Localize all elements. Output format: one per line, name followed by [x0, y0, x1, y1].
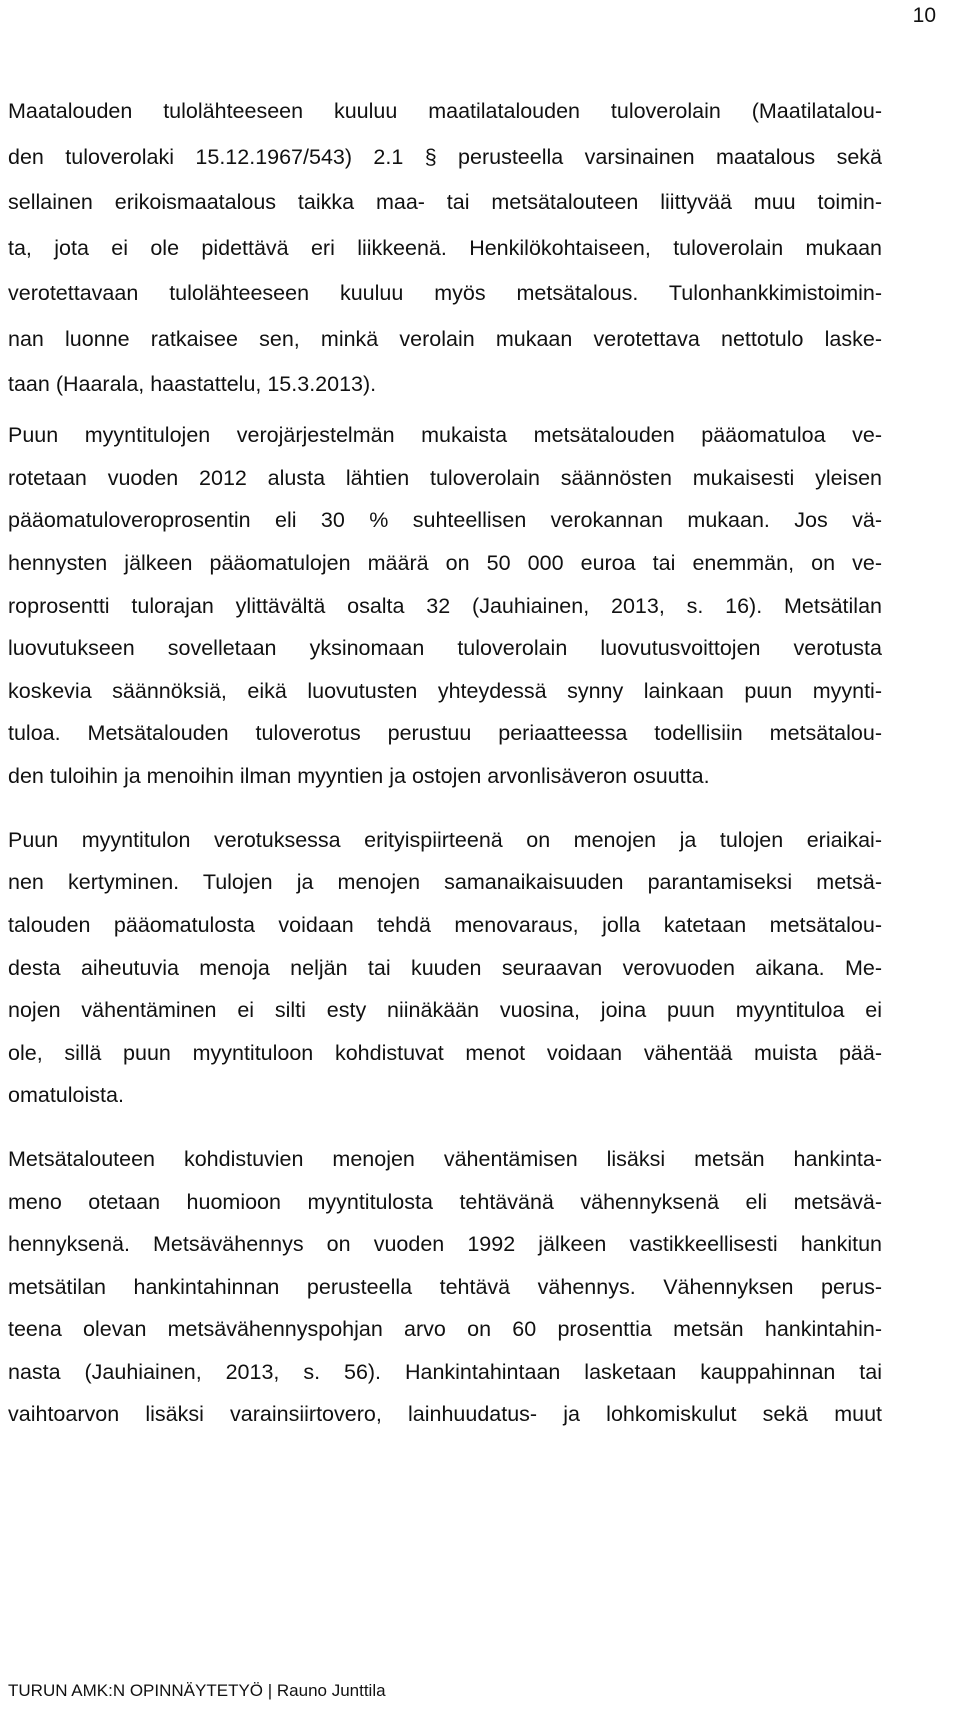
text-line: talouden pääomatulosta voidaan tehdä menovaraus, jolla katetaan metsätalou- — [8, 913, 882, 937]
text-line: omatuloista. — [8, 1083, 124, 1107]
text-line: metsätilan hankintahinnan perusteella tehtävä vähennys. Vähennyksen perus- — [8, 1275, 882, 1299]
text-line: Puun myyntitulon verotuksessa erityispiirteenä on menojen ja tulojen eriaikai- — [8, 828, 882, 852]
text-line: Maatalouden tulolähteeseen kuuluu maatilatalouden tuloverolain (Maatilatalou- — [8, 99, 882, 123]
text-line: vaihtoarvon lisäksi varainsiirtovero, lainhuudatus- ja lohkomiskulut sekä muut — [8, 1402, 882, 1426]
text-line: pääomatuloveroprosentin eli 30 % suhteellisen verokannan mukaan. Jos vä- — [8, 508, 882, 532]
text-line: den tuloverolaki 15.12.1967/543) 2.1 § perusteella varsinainen maatalous sekä — [8, 145, 882, 169]
text-line: ole, sillä puun myyntituloon kohdistuvat menot voidaan vähentää muista pää- — [8, 1041, 882, 1065]
text-line: koskevia säännöksiä, eikä luovutusten yhteydessä synny lainkaan puun myynti- — [8, 679, 882, 703]
text-line: sellainen erikoismaatalous taikka maa- tai metsätalouteen liittyvää muu toimin- — [8, 190, 882, 214]
text-line: hennyksenä. Metsävähennys on vuoden 1992 jälkeen vastikkeellisesti hankitun — [8, 1232, 882, 1256]
text-line: desta aiheutuvia menoja neljän tai kuuden seuraavan verovuoden aikana. Me- — [8, 956, 882, 980]
text-line: luovutukseen sovelletaan yksinomaan tuloverolain luovutusvoittojen verotusta — [8, 636, 882, 660]
text-line: nasta (Jauhiainen, 2013, s. 56). Hankintahintaan lasketaan kauppahinnan tai — [8, 1360, 882, 1384]
text-line: den tuloihin ja menoihin ilman myyntien ja ostojen arvonlisäveron osuutta. — [8, 764, 710, 788]
text-line: nan luonne ratkaisee sen, minkä verolain mukaan verotettava nettotulo laske- — [8, 327, 882, 351]
text-line: hennysten jälkeen pääomatulojen määrä on 50 000 euroa tai enemmän, on ve- — [8, 551, 882, 575]
text-line: roprosentti tulorajan ylittävältä osalta 32 (Jauhiainen, 2013, s. 16). Metsätilan — [8, 594, 882, 618]
text-line: taan (Haarala, haastattelu, 15.3.2013). — [8, 372, 377, 396]
text-line: Metsätalouteen kohdistuvien menojen vähentämisen lisäksi metsän hankinta- — [8, 1147, 882, 1171]
text-line: meno otetaan huomioon myyntitulosta tehtävänä vähennyksenä eli metsävä- — [8, 1190, 882, 1214]
text-line: teena olevan metsävähennyspohjan arvo on 60 prosenttia metsän hankintahin- — [8, 1317, 882, 1341]
page-footer: TURUN AMK:N OPINNÄYTETYÖ | Rauno Junttila — [8, 1681, 386, 1700]
page-number: 10 — [912, 4, 936, 27]
text-line: Puun myyntitulojen verojärjestelmän mukaista metsätalouden pääomatuloa ve- — [8, 423, 882, 447]
text-line: ta, jota ei ole pidettävä eri liikkeenä. Henkilökohtaiseen, tuloverolain mukaan — [8, 236, 882, 260]
text-line: nojen vähentäminen ei silti esty niinäkään vuosina, joina puun myyntituloa ei — [8, 998, 882, 1022]
text-line: rotetaan vuoden 2012 alusta lähtien tuloverolain säännösten mukaisesti yleisen — [8, 466, 882, 490]
text-line: tuloa. Metsätalouden tuloverotus perustuu periaatteessa todellisiin metsätalou- — [8, 721, 882, 745]
text-line: verotettavaan tulolähteeseen kuuluu myös metsätalous. Tulonhankkimistoimin- — [8, 281, 882, 305]
text-line: nen kertyminen. Tulojen ja menojen samanaikaisuuden parantamiseksi metsä- — [8, 870, 882, 894]
